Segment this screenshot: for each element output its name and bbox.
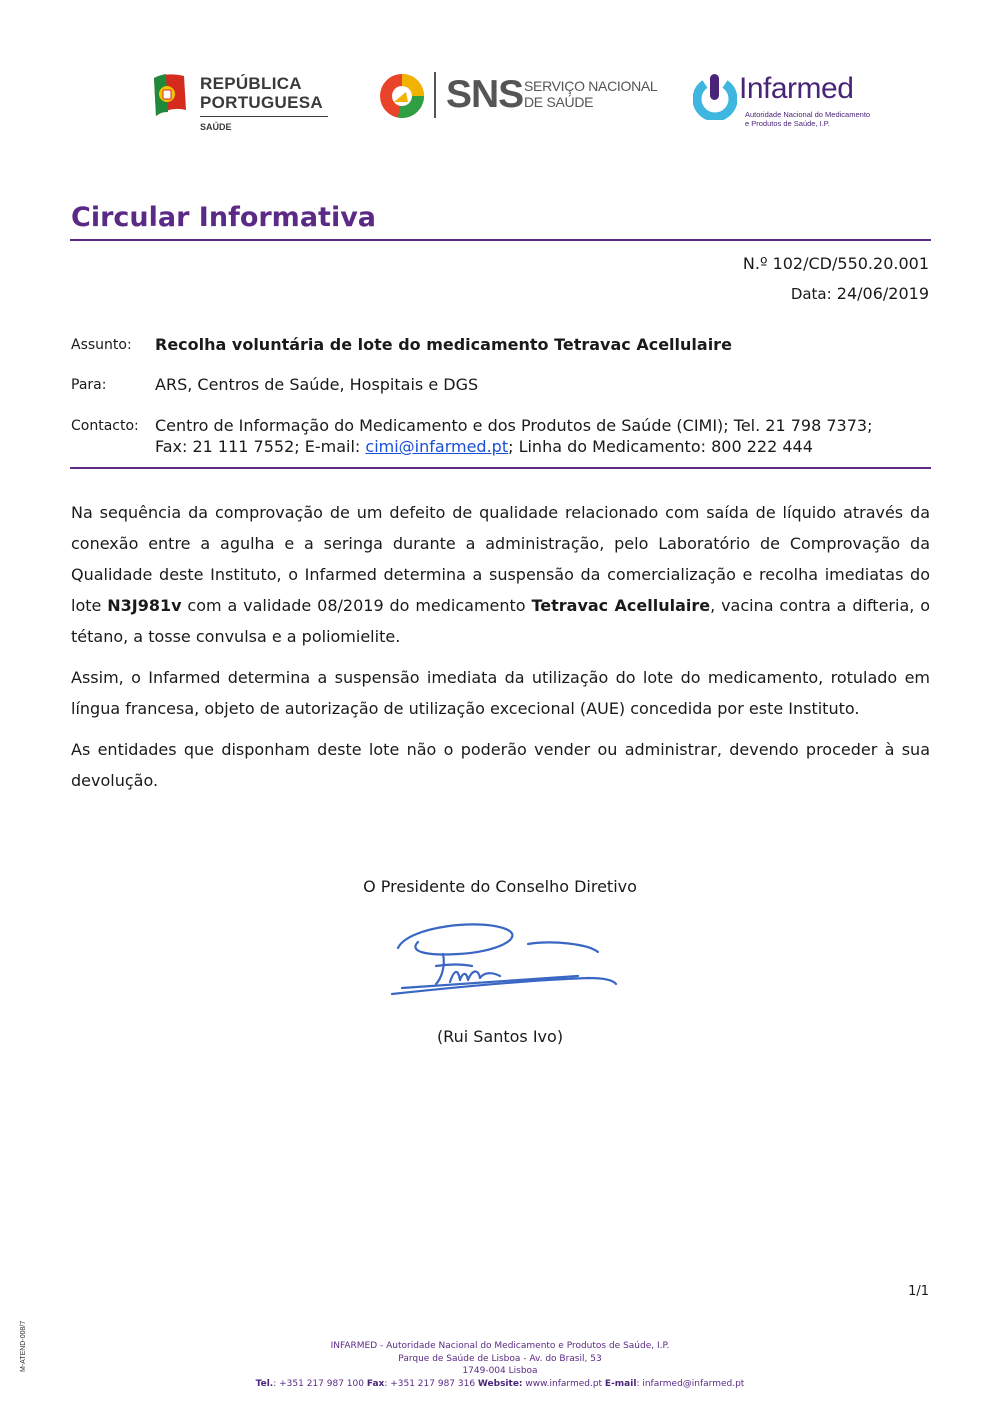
to-value: ARS, Centros de Saúde, Hospitais e DGS: [155, 375, 479, 394]
sns-line2: DE SAÚDE: [524, 94, 594, 110]
document-title: Circular Informativa: [71, 202, 377, 233]
signatory-name: (Rui Santos Ivo): [436, 1027, 564, 1046]
footer-contacts: [0, 1378, 1000, 1391]
contact-email-link[interactable]: cimi@infarmed.pt: [365, 437, 509, 456]
reference-number: N.º 102/CD/550.20.001: [742, 254, 929, 273]
footer-email[interactable]: : infarmed@infarmed.pt: [636, 1378, 745, 1389]
footer-tel-label: Tel.: [255, 1378, 274, 1389]
infarmed-tagline-line1: Autoridade Nacional do Medicamento: [745, 110, 871, 119]
republica-line: REPÚBLICA: [200, 74, 302, 93]
subject-label: Assunto:: [71, 337, 132, 353]
footer: [0, 1340, 1000, 1390]
signatory-role: O Presidente do Conselho Diretivo: [363, 877, 637, 896]
paragraph-1-text-b: com a validade 08/2019 do medicamento: [181, 596, 532, 615]
product-name: Tetravac Acellulaire: [531, 596, 711, 615]
footer-address: Parque de Saúde de Lisboa - Av. do Brasil, 53: [398, 1353, 602, 1364]
sns-divider: [434, 72, 436, 118]
subject-value: Recolha voluntária de lote do medicamento Tetravac Acellulaire: [155, 335, 732, 354]
saude-label: SAÚDE: [200, 122, 232, 132]
handwritten-signature: [388, 918, 620, 1002]
footer-fax-label: Fax: [366, 1378, 385, 1389]
title-rule: [70, 239, 931, 241]
republica-portuguesa-logo: [150, 70, 335, 136]
footer-org: INFARMED - Autoridade Nacional do Medicamento e Produtos de Saúde, I.P.: [330, 1341, 670, 1351]
footer-web-label: Website:: [477, 1378, 523, 1389]
sns-ring-icon: [378, 72, 426, 120]
sns-fullname: [524, 78, 657, 110]
footer-tel: : +351 217 987 100: [273, 1378, 367, 1389]
to-label: Para:: [71, 377, 107, 393]
paragraph-2: Assim, o Infarmed determina a suspensão imediata da utilização do lote do medicamento, rotulado em língua francesa, objeto de autorização de utilização excecional (AUE) concedida por este Instituto.: [71, 668, 930, 718]
contact-label: Contacto:: [71, 418, 139, 434]
sns-line1: SERVIÇO NACIONAL: [524, 78, 658, 94]
paragraph-3: As entidades que disponham deste lote não o poderão vender ou administrar, devendo proceder à sua devolução.: [71, 740, 930, 790]
republica-wordmark: [200, 74, 323, 112]
infarmed-tagline-line2: e Produtos de Saúde, I.P.: [745, 119, 830, 128]
paragraph-1-text-c: , vacina contra a difteria, o tétano, a tosse convulsa e a poliomielite.: [71, 596, 931, 646]
date-label: Data:: [790, 285, 832, 303]
footer-postcode: 1749-004 Lisboa: [462, 1366, 538, 1376]
date-value: 24/06/2019: [836, 284, 929, 303]
paragraph-1: [71, 497, 930, 652]
sns-logo: [378, 70, 658, 122]
footer-website[interactable]: www.infarmed.pt: [522, 1378, 605, 1389]
header-rule: [70, 467, 931, 469]
date-row: [791, 284, 929, 303]
contact-hotline: ; Linha do Medicamento: 800 222 444: [508, 437, 813, 456]
infarmed-logo: [693, 72, 873, 134]
body-text: [71, 497, 930, 806]
infarmed-drop-icon: [693, 74, 737, 120]
infarmed-wordmark: Infarmed: [739, 72, 854, 105]
infarmed-tagline: [745, 110, 875, 128]
portugal-flag-emblem-icon: [150, 72, 190, 122]
contact-line2: [155, 436, 935, 457]
portuguesa-line: PORTUGUESA: [200, 93, 323, 112]
contact-value: [155, 415, 935, 457]
logo-divider: [200, 116, 328, 117]
lot-number: N3J981v: [107, 596, 182, 615]
footer-email-label: E-mail: [604, 1378, 637, 1389]
paragraph-1-text-a: Na sequência da comprovação de um defeito de qualidade relacionado com saída de líquido através da conexão entre a agulha e a seringa durante a administração, pelo Laboratório de Comprovação da Qualidade deste Instituto, o Infarmed determina a suspensão da comercialização e recolha imediatas do lote: [71, 503, 930, 615]
contact-fax: Fax: 21 111 7552; E-mail:: [155, 437, 366, 456]
footer-fax: : +351 217 987 316: [384, 1378, 478, 1389]
sns-acronym: SNS: [446, 73, 524, 116]
form-code: M-ATEND-008/7: [20, 1320, 27, 1372]
page-number: 1/1: [908, 1284, 929, 1299]
contact-line1: Centro de Informação do Medicamento e dos Produtos de Saúde (CIMI); Tel. 21 798 7373;: [155, 416, 873, 435]
